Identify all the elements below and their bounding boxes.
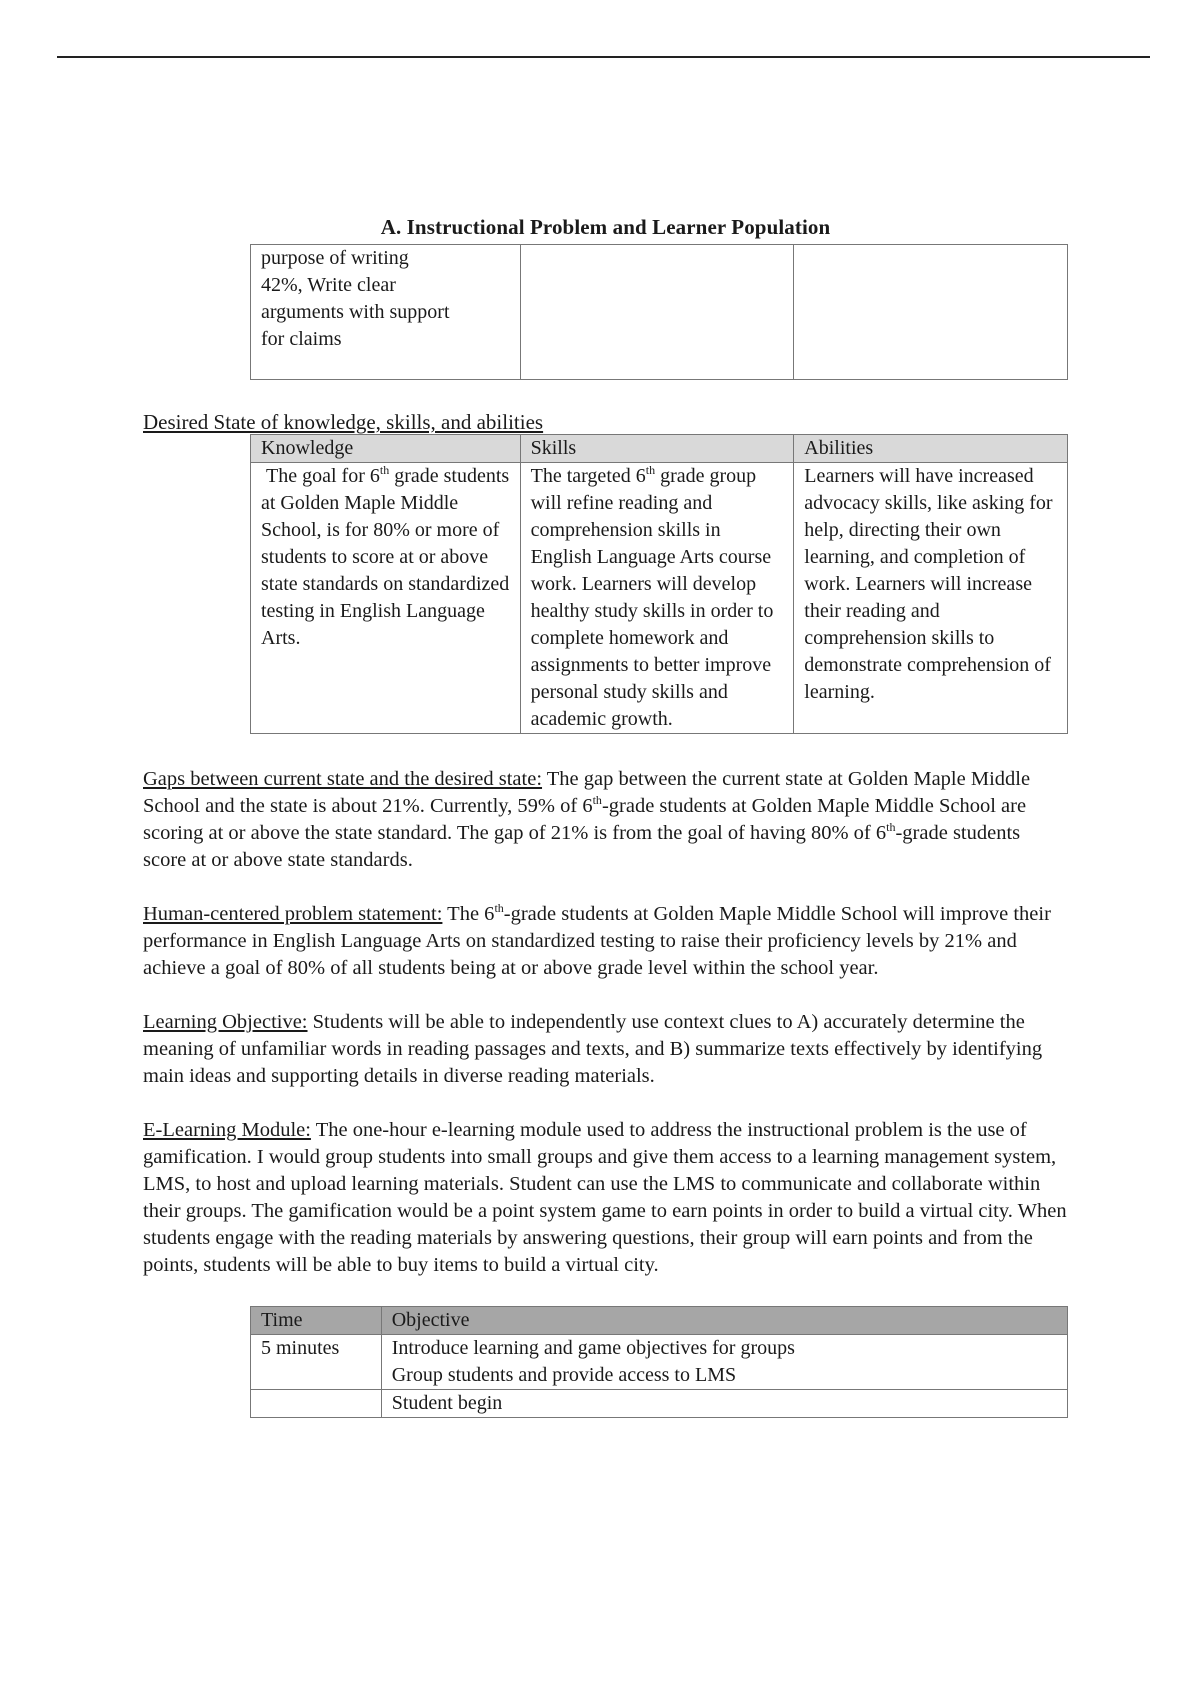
elearning-module-paragraph: E-Learning Module: The one-hour e-learning module used to address the instructional problem is the use of gamification. I would group students into small groups and give them access to a learning management system, LMS, to host and upload learning materials. Student can use the LMS to communicate and collaborate within their groups. The gamification would be a point system game to earn points in order to build a virtual city. When students engage with the reading materials by answering questions, their group will earn points and from the points, students will be able to buy items to build a virtual city. [143,1119,1067,1276]
cell-line: purpose of writing [261,247,409,269]
objective-cell [381,1390,1067,1418]
problem-statement-paragraph: Human-centered problem statement: The 6th-grade students at Golden Maple Middle School will improve their performance in English Language Arts on standardized testing to raise their proficiency levels by 21% and achieve a goal of 80% of all students being at or above grade level within the school year. [143,901,1051,979]
document-body [143,215,1068,1418]
knowledge-cell: The goal for 6th grade students at Golden Maple Middle School, is for 80% or more of students to score at or above state standards on standardized testing in English Language Arts. [251,463,521,734]
objective-line: Group students and provide access to LMS [391,1364,737,1386]
table-header-row [251,1307,1068,1335]
objective-line: Introduce learning and game objectives for groups [391,1337,795,1359]
skills-cell: The targeted 6th grade group will refine reading and comprehension skills in English Language Arts course work. Learners will develop healthy study skills in order to complete homework and assignments to better improve personal study skills and academic growth. [520,463,794,734]
table-cell [794,245,1068,380]
table-row [251,463,1068,734]
table-row [251,1335,1068,1390]
objective-line: Student begin [391,1392,503,1414]
problem-lead: Human-centered problem statement: [143,903,443,925]
header-rule [57,56,1150,58]
cell-line: arguments with support [261,301,450,323]
desired-state-label: Desired State of knowledge, skills, and abilities [143,410,544,434]
table-row [251,245,1068,380]
cell-line: 42%, Write clear [261,274,396,296]
header-knowledge: Knowledge [251,435,521,463]
cell-line: for claims [261,328,342,350]
header-objective: Objective [381,1307,1067,1335]
module-lead: E-Learning Module: [143,1119,311,1141]
table-header-row [251,435,1068,463]
learning-objective-paragraph: Learning Objective: Students will be able to independently use context clues to A) accurately determine the meaning of unfamiliar words in reading passages and texts, and B) summarize texts effectively by identifying main ideas and supporting details in diverse reading materials. [143,1011,1043,1087]
gaps-paragraph: Gaps between current state and the desired state: The gap between the current state at Golden Maple Middle School and the state is about 21%. Currently, 59% of 6th-grade students at Golden Maple Middle School are scoring at or above the state standard. The gap of 21% is from the goal of having 80% of 6th-grade students score at or above state standards. [143,768,1031,871]
objective-cell [381,1335,1067,1390]
abilities-cell: Learners will have increased advocacy skills, like asking for help, directing their own learning, and completion of work. Learners will increase their reading and comprehension skills to demonstrate comprehension of learning. [794,463,1068,734]
gaps-lead: Gaps between current state and the desired state: [143,768,543,790]
header-skills: Skills [520,435,794,463]
table-cell [251,245,521,380]
table-row [251,1390,1068,1418]
objective-lead: Learning Objective: [143,1011,308,1033]
time-cell: 5 minutes [251,1335,382,1390]
carry-over-table [250,244,1068,380]
header-time: Time [251,1307,382,1335]
time-cell [251,1390,382,1418]
schedule-table [250,1306,1068,1418]
section-heading: A. Instructional Problem and Learner Population [380,215,831,239]
table-cell [520,245,794,380]
desired-state-table [250,434,1068,734]
header-abilities: Abilities [794,435,1068,463]
